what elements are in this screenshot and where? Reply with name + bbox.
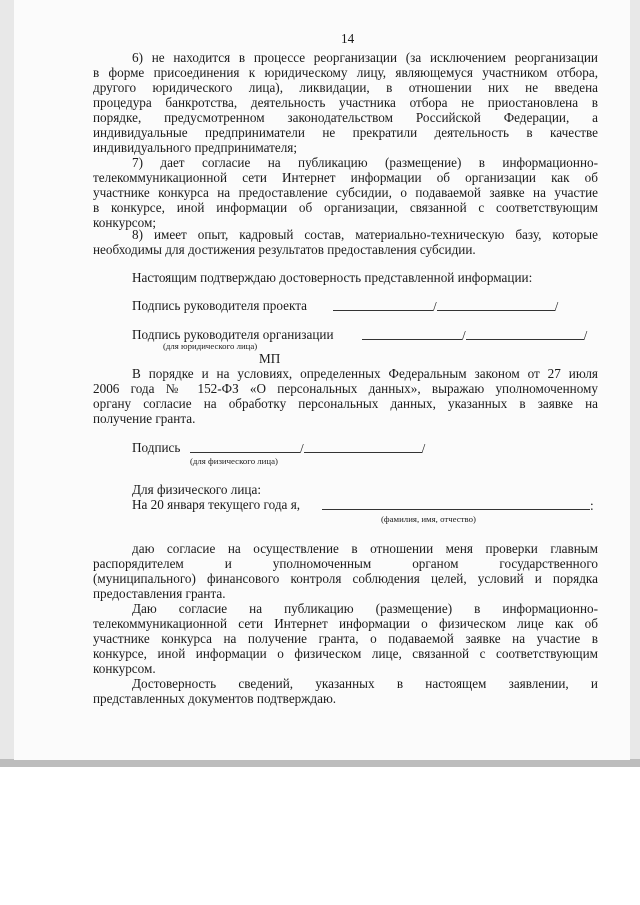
consent-publish-line-4: конкурсе, иной информации о физическом лице, связанной с соответствующим <box>93 646 598 661</box>
consent-personal-line-1: В порядке и на условиях, определенных Федеральным законом от 27 июля <box>132 366 598 381</box>
item6-line-2: в форме присоединения к юридическому лицу, являющемуся участником отбора, <box>93 65 598 80</box>
item6-line-5: порядке, предусмотренном законодательством Российской Федерации, а <box>93 110 598 125</box>
item6-line-3: другого юридического лица), ликвидации, в отношении них не введена <box>93 80 598 95</box>
individual-note: (для физического лица) <box>190 456 278 466</box>
signature-line <box>362 327 462 340</box>
sign-project-head-fields: / / <box>333 298 558 314</box>
page-number: 14 <box>341 31 355 46</box>
consent-check-line-2: распорядителем и уполномоченным органом государственного <box>93 556 598 571</box>
consent-check-line-1: даю согласие на осуществление в отношении меня проверки главным <box>132 541 598 556</box>
consent-publish-line-5: конкурсом. <box>93 661 156 676</box>
consent-check-line-4: предоставления гранта. <box>93 586 226 601</box>
item6-line-6: индивидуальные предприниматели не прекратили деятельность в качестве <box>93 125 598 140</box>
item7-line-5: конкурсом; <box>93 215 157 230</box>
confirm-docs-line-2: представленных документов подтверждаю. <box>93 691 337 706</box>
consent-publish-line-1: Даю согласие на публикацию (размещение) в информационно- <box>132 601 598 616</box>
signature-label: Подпись <box>132 440 181 455</box>
signature-fields: / / <box>190 440 425 456</box>
item6-line-1: 6) не находится в процессе реорганизации (за исключением реорганизации <box>132 50 598 65</box>
item8-line-2: необходимы для достижения результатов предоставления субсидии. <box>93 242 476 257</box>
january-text: На 20 января текущего года я, <box>132 497 301 512</box>
consent-publish-line-3: участнике конкурса на получение гранта, о подаваемой заявке на участие в <box>93 631 598 646</box>
consent-publish-line-2: телекоммуникационной сети Интернет информации о физическом лице как об <box>93 616 598 631</box>
fio-field: : <box>322 497 594 513</box>
consent-personal-line-4: получение гранта. <box>93 411 196 426</box>
confirm-text: Настоящим подтверждаю достоверность представленной информации: <box>132 270 533 285</box>
item7-line-4: в конкурсе, иной информации об организации, связанной с соответствующим <box>93 200 598 215</box>
legal-entity-note: (для юридического лица) <box>163 341 258 351</box>
name-line <box>437 298 555 311</box>
fio-line <box>322 497 590 510</box>
fio-note: (фамилия, имя, отчество) <box>381 514 476 524</box>
sign-project-head-label: Подпись руководителя проекта <box>132 298 308 313</box>
name-line <box>466 327 584 340</box>
item6-line-7: индивидуального предпринимателя; <box>93 140 298 155</box>
sign-org-head-fields: / / <box>362 327 587 343</box>
sign-org-head-label: Подпись руководителя организации <box>132 327 334 342</box>
item7-line-3: участнике конкурса на предоставление субсидии, о подаваемой заявке на участие <box>93 185 598 200</box>
consent-personal-line-2: 2006 года № 152-ФЗ «О персональных данных», выражаю уполномоченному <box>93 381 598 396</box>
signature-line <box>190 440 300 453</box>
consent-personal-line-3: органу согласие на обработку персональных данных, указанных в заявке на <box>93 396 598 411</box>
item8-line-1: 8) имеет опыт, кадровый состав, материально-техническую базу, которые <box>132 227 598 242</box>
item7-line-2: телекоммуникационной сети Интернет информации об организации как об <box>93 170 598 185</box>
scan-edge <box>0 759 640 767</box>
item6-line-4: процедура банкротства, деятельность участника отбора не приостановлена в <box>93 95 598 110</box>
consent-check-line-3: (муниципального) финансового контроля соблюдения целей, условий и порядка <box>93 571 598 586</box>
signature-line <box>333 298 433 311</box>
stamp-mark: МП <box>259 351 281 366</box>
item7-line-1: 7) дает согласие на публикацию (размещение) в информационно- <box>132 155 598 170</box>
confirm-docs-line-1: Достоверность сведений, указанных в настоящем заявлении, и <box>132 676 598 691</box>
for-individual-heading: Для физического лица: <box>132 482 261 497</box>
name-line <box>304 440 422 453</box>
